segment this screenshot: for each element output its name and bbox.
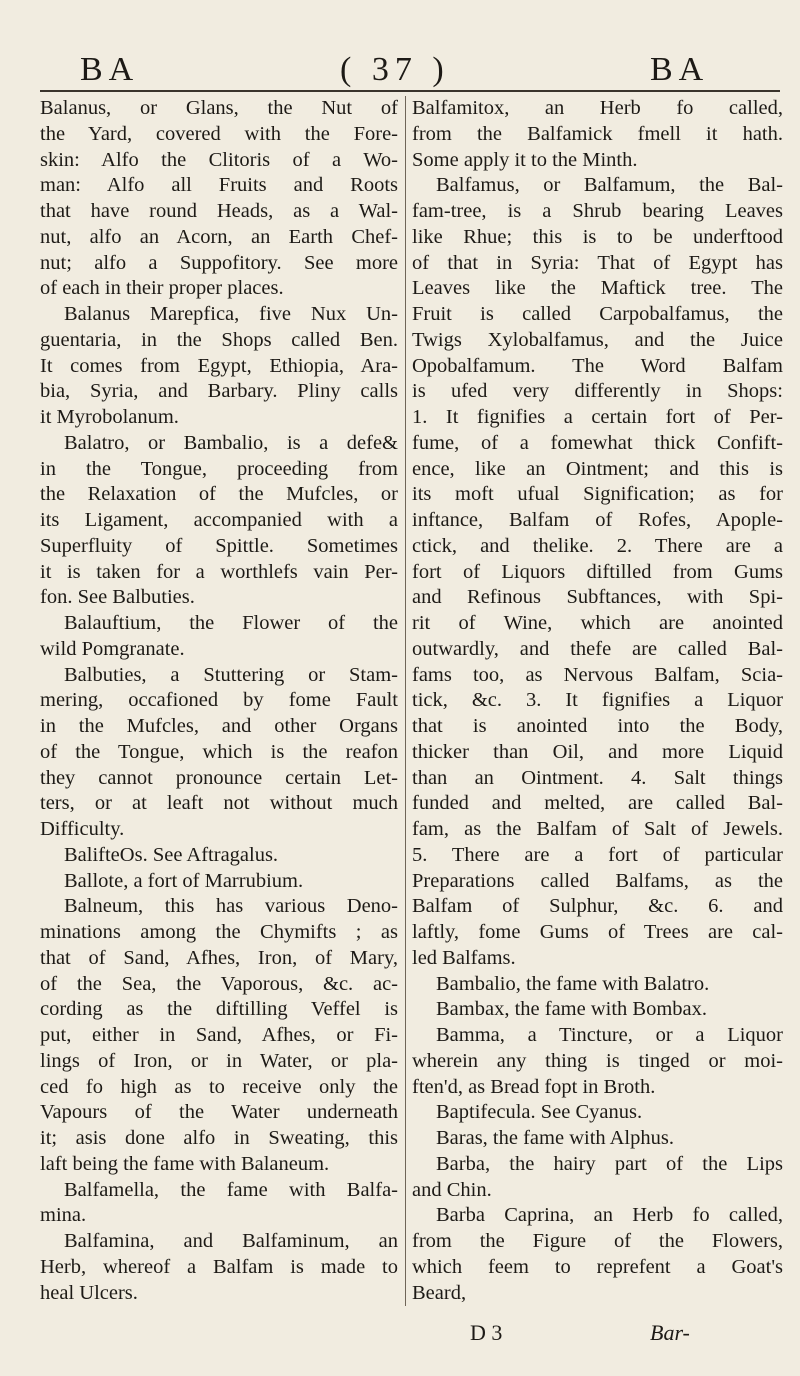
text-line: they cannot pronounce certain Let- <box>40 766 398 789</box>
text-line: guentaria, in the Shops called Ben. <box>40 328 398 351</box>
text-line: 5. There are a fort of particular <box>412 843 783 866</box>
text-line: the Relaxation of the Mufcles, or <box>40 483 398 506</box>
right-column <box>405 96 783 1306</box>
page-number: ( 37 ) <box>340 51 450 88</box>
text-line: It comes from Egypt, Ethiopia, Ara- <box>40 354 398 377</box>
text-line: wherein any thing is tinged or moi- <box>412 1049 783 1072</box>
text-line: Bambax, the fame with Bombax. <box>436 998 707 1021</box>
text-line: Barba, the hairy part of the Lips <box>436 1152 783 1175</box>
text-line: laftly, fome Gums of Trees are cal- <box>412 921 783 943</box>
text-line: its Ligament, accompanied with a <box>40 509 398 531</box>
text-line: fort of Liquors diftilled from Gums <box>412 560 783 583</box>
text-line: minations among the Chymifts ; as <box>40 921 398 943</box>
text-line: ters, or at leaft not without much <box>40 792 398 815</box>
text-line: Leaves like the Maftick tree. The <box>412 277 783 300</box>
text-line: that is anointed into the Body, <box>412 715 783 737</box>
text-line: that have round Heads, as a Wal- <box>40 200 398 222</box>
text-line: fon. See Balbuties. <box>40 586 195 609</box>
text-line: from the Figure of the Flowers, <box>412 1230 783 1252</box>
text-line: fams too, as Nervous Balfam, Scia- <box>412 663 783 686</box>
text-line: and Chin. <box>412 1178 492 1201</box>
signature-mark: D 3 <box>470 1320 503 1345</box>
text-line: ence, like an Ointment; and this is <box>412 457 783 480</box>
text-line: in the Tongue, proceeding from <box>40 457 398 480</box>
text-line: mina. <box>40 1204 87 1227</box>
text-line: of the Sea, the Vaporous, &c. ac- <box>40 972 398 995</box>
text-line: laft being the fame with Balaneum. <box>40 1152 330 1175</box>
text-line: of that in Syria: That of Egypt has <box>412 251 783 274</box>
text-line: Difficulty. <box>40 818 125 840</box>
text-line: Balbuties, a Stuttering or Stam- <box>64 663 398 686</box>
text-line: Balatro, or Bambalio, is a defe& <box>64 431 398 454</box>
text-line: Balfamus, or Balfamum, the Bal- <box>436 174 783 197</box>
text-line: of the Tongue, which is the reafon <box>40 740 398 763</box>
text-line: cording as the diftilling Veffel is <box>40 998 398 1021</box>
text-line: Herb, whereof a Balfam is made to <box>40 1255 398 1278</box>
text-line: 1. It fignifies a certain fort of Per- <box>412 406 783 428</box>
left-column <box>40 96 398 1306</box>
catchword: Bar- <box>650 1320 690 1345</box>
text-line: thicker than Oil, and more Liquid <box>412 740 783 763</box>
text-line: Balfamina, and Balfaminum, an <box>64 1230 398 1252</box>
text-line: tick, &c. 3. It fignifies a Liquor <box>412 689 783 712</box>
text-line: Superfluity of Spittle. Sometimes <box>40 534 398 557</box>
text-line: Fruit is called Carpobalfamus, the <box>412 303 783 325</box>
text-line: put, either in Sand, Afhes, or Fi- <box>40 1024 398 1046</box>
text-line: of each in their proper places. <box>40 277 284 300</box>
text-line: nut; alfo a Suppofitory. See more <box>40 251 398 274</box>
text-line: Baras, the fame with Alphus. <box>436 1127 674 1149</box>
text-line: than an Ointment. 4. Salt things <box>412 766 783 789</box>
text-line: the Yard, covered with the Fore- <box>40 122 398 145</box>
text-line: Balanus Marepfica, five Nux Un- <box>64 303 398 325</box>
text-line: Opobalfamum. The Word Balfam <box>412 354 783 377</box>
text-line: Twigs Xylobalfamus, and the Juice <box>412 328 783 351</box>
text-line: Baptifecula. See Cyanus. <box>436 1101 643 1124</box>
text-line: fume, of a fomewhat thick Confift- <box>412 431 783 454</box>
text-line: in the Mufcles, and other Organs <box>40 715 398 737</box>
text-line: Balfamella, the fame with Balfa- <box>64 1178 398 1201</box>
text-line: fam-tree, is a Shrub bearing Leaves <box>412 200 783 222</box>
text-line: BalifteOs. See Aftragalus. <box>64 843 279 866</box>
text-line: led Balfams. <box>412 946 516 969</box>
text-line: it is taken for a worthlefs vain Per- <box>40 560 398 583</box>
text-line: it; asis done alfo in Sweating, this <box>40 1127 398 1149</box>
text-line: ced fo high as to receive only the <box>40 1075 398 1098</box>
text-line: fam, as the Balfam of Salt of Jewels. <box>412 818 783 840</box>
text-line: like Rhue; this is to be underftood <box>412 225 783 248</box>
text-line: inftance, Balfam of Rofes, Apople- <box>412 509 783 531</box>
text-line: which feem to reprefent a Goat's <box>412 1255 783 1278</box>
text-line: wild Pomgranate. <box>40 637 185 660</box>
text-line: Bamma, a Tincture, or a Liquor <box>436 1024 783 1046</box>
text-line: Vapours of the Water underneath <box>40 1101 398 1124</box>
text-line: bia, Syria, and Barbary. Pliny calls <box>40 380 398 403</box>
text-line: funded and melted, are called Bal- <box>412 792 783 815</box>
text-line: Balneum, this has various Deno- <box>64 895 398 918</box>
text-line: lings of Iron, or in Water, or pla- <box>40 1049 398 1072</box>
text-line: Balanus, or Glans, the Nut of <box>40 97 398 119</box>
running-header <box>40 50 780 92</box>
text-line: from the Balfamick fmell it hath. <box>412 122 783 145</box>
header-right: BA <box>650 51 710 88</box>
text-line: rit of Wine, which are anointed <box>412 612 783 634</box>
header-left: BA <box>80 51 140 88</box>
text-line: is ufed very differently in Shops: <box>412 380 783 403</box>
text-line: mering, occafioned by fome Fault <box>40 689 398 712</box>
text-line: ften'd, as Bread fopt in Broth. <box>412 1075 656 1098</box>
text-line: ctick, and thelike. 2. There are a <box>412 534 783 557</box>
text-line: Some apply it to the Minth. <box>412 148 638 171</box>
text-line: nut, alfo an Acorn, an Earth Chef- <box>40 225 398 248</box>
text-line: heal Ulcers. <box>40 1281 138 1304</box>
text-line: Balauftium, the Flower of the <box>64 612 398 634</box>
text-line: outwardly, and thefe are called Bal- <box>412 637 783 660</box>
text-line: Balfamitox, an Herb fo called, <box>412 97 783 119</box>
text-line: Beard, <box>412 1281 467 1304</box>
text-line: that of Sand, Afhes, Iron, of Mary, <box>40 946 398 969</box>
text-line: Preparations called Balfams, as the <box>412 869 783 892</box>
text-line: skin: Alfo the Clitoris of a Wo- <box>40 148 398 171</box>
text-line: its moft ufual Signification; as for <box>412 483 783 506</box>
text-line: man: Alfo all Fruits and Roots <box>40 174 398 197</box>
text-line: it Myrobolanum. <box>40 406 179 428</box>
text-line: Balfam of Sulphur, &c. 6. and <box>412 895 783 918</box>
text-columns <box>40 96 783 1304</box>
text-line: Barba Caprina, an Herb fo called, <box>436 1204 783 1227</box>
text-line: Bambalio, the fame with Balatro. <box>436 972 710 995</box>
text-line: Ballote, a fort of Marrubium. <box>64 869 304 892</box>
text-line: and Refinous Subftances, with Spi- <box>412 586 783 609</box>
